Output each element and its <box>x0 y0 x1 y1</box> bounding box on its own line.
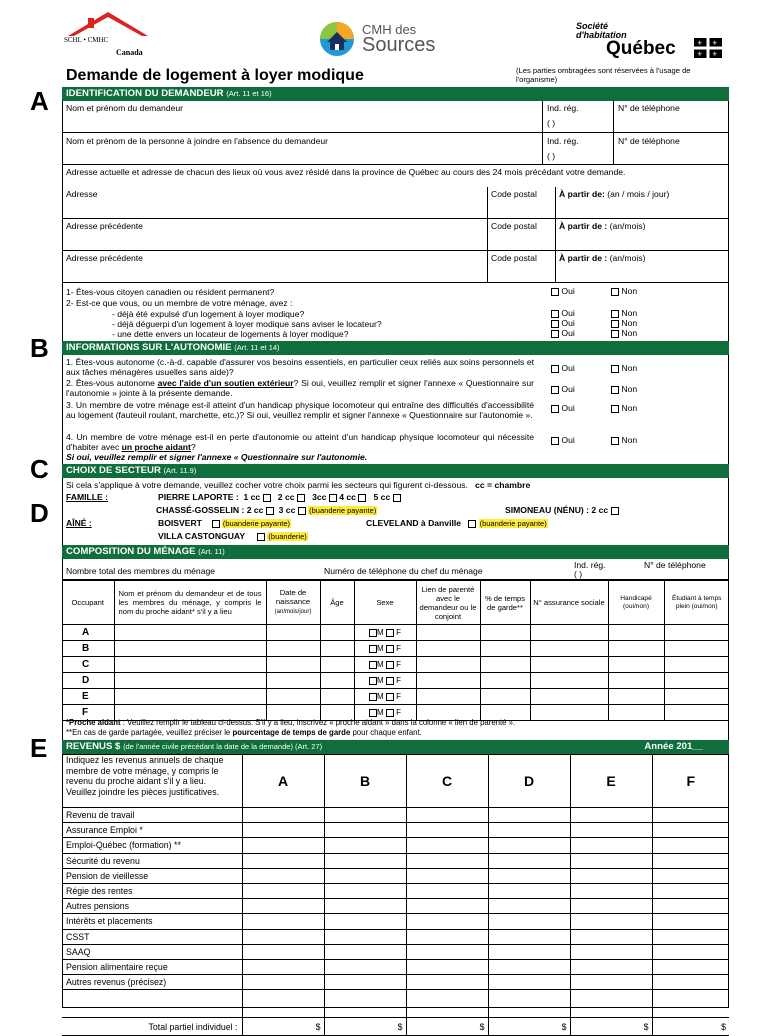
table-row[interactable] <box>62 853 729 868</box>
custody-note-text: **En cas de garde partagée, veuillez préciser le <box>66 728 233 737</box>
table-row[interactable] <box>62 883 729 898</box>
female-checkbox[interactable] <box>386 677 394 685</box>
no-label: Non <box>621 328 638 338</box>
autonomy-item-2 <box>66 378 534 398</box>
checkbox[interactable] <box>551 386 559 394</box>
demandeur-name-field[interactable] <box>62 101 542 133</box>
yes-label: Oui <box>561 384 575 394</box>
autonomy-4-yes[interactable] <box>551 435 575 445</box>
table-row[interactable] <box>62 808 729 823</box>
phone-label: N° de téléphone <box>618 103 680 113</box>
total-b[interactable]: $ <box>324 1018 406 1036</box>
checkbox-simoneau[interactable] <box>611 507 619 515</box>
income-row-label: Pension de vieillesse <box>62 868 242 883</box>
option-2cc: 2 cc <box>277 492 295 502</box>
section-b-title: INFORMATIONS SUR L'AUTONOMIE <box>66 342 232 353</box>
checkbox[interactable] <box>611 437 619 445</box>
occupant-f: F <box>62 705 114 721</box>
checkbox-3cc[interactable] <box>329 494 337 502</box>
female-checkbox[interactable] <box>386 709 394 717</box>
male-checkbox[interactable] <box>369 677 377 685</box>
pierre-laporte-label: PIERRE LAPORTE : <box>158 492 239 502</box>
left-yes[interactable] <box>551 318 575 328</box>
demandeur-name-label: Nom et prénom du demandeur <box>66 103 184 113</box>
birth-label: Date de naissance <box>275 588 311 606</box>
svg-text:⚜: ⚜ <box>697 41 703 47</box>
checkbox-cleveland[interactable] <box>468 520 476 528</box>
shaded-note: (Les parties ombragées sont réservées à l'usage de l'organisme) <box>516 66 691 84</box>
section-d-header <box>62 545 729 559</box>
form-title: Demande de logement à loyer modique <box>66 67 364 84</box>
phone-label-2: N° de téléphone <box>618 136 680 146</box>
table-row[interactable] <box>62 641 729 657</box>
col-sex: Sexe <box>354 581 416 625</box>
quebec-flag-icon <box>694 38 722 58</box>
occupant-b: B <box>62 641 114 657</box>
shq-line1: Société <box>576 21 609 31</box>
address-row-previous-1[interactable] <box>62 219 729 251</box>
table-row[interactable] <box>62 673 729 689</box>
house-roof-icon <box>62 8 154 38</box>
from-date-label-3: À partir de : <box>559 253 608 263</box>
female-label: F <box>396 660 402 669</box>
autonomy-2-no[interactable] <box>611 384 637 394</box>
checkbox[interactable] <box>611 320 619 328</box>
item-2-text: 2. Êtes-vous autonome <box>66 378 158 388</box>
no-label: Non <box>621 308 638 318</box>
male-label: M <box>376 660 384 669</box>
section-e-title: REVENUS $ <box>66 741 121 752</box>
income-row-label: Emploi-Québec (formation) ** <box>62 838 242 853</box>
autonomy-2-yes[interactable] <box>551 384 575 394</box>
female-checkbox[interactable] <box>386 693 394 701</box>
option-cg-3cc: 3 cc <box>278 505 296 515</box>
male-checkbox[interactable] <box>369 661 377 669</box>
left-no[interactable] <box>611 318 637 328</box>
no-label: Non <box>621 435 638 445</box>
income-row-label: Pension alimentaire reçue <box>62 959 242 974</box>
checkbox-4cc[interactable] <box>358 494 366 502</box>
ind-reg-paren: ( ) <box>547 118 556 128</box>
col-age: Âge <box>320 581 354 625</box>
no-label: Non <box>621 363 638 373</box>
cleveland-label: CLEVELAND à Danville <box>366 518 462 528</box>
section-letter-b: B <box>30 333 49 363</box>
checkbox-cg-2cc[interactable] <box>266 507 274 515</box>
col-relation: Lien de parenté avec le demandeur ou le conjoint <box>416 581 480 625</box>
table-row[interactable] <box>62 625 729 641</box>
autonomy-4-no[interactable] <box>611 435 637 445</box>
checkbox[interactable] <box>551 288 559 296</box>
option-4cc: 4 cc <box>339 492 356 502</box>
head-phone-label: Numéro de téléphone du chef du ménage <box>324 566 483 576</box>
sector-intro <box>66 480 530 490</box>
col-birth <box>266 581 320 625</box>
male-checkbox[interactable] <box>369 709 377 717</box>
cleveland-row <box>366 518 548 528</box>
checkbox[interactable] <box>611 405 619 413</box>
chasse-gosselin-label: CHASSÉ-GOSSELIN : 2 cc <box>156 505 264 515</box>
male-label: M <box>376 692 384 701</box>
occupant-a: A <box>62 625 114 641</box>
postal-code-label-3: Code postal <box>491 253 537 263</box>
total-label: Total partiel individuel : <box>62 1018 242 1036</box>
custody-note-end: pour chaque enfant. <box>350 728 422 737</box>
schl-logo <box>62 8 154 62</box>
table-row[interactable] <box>62 657 729 673</box>
checkbox[interactable] <box>611 310 619 318</box>
total-f[interactable]: $ <box>652 1018 729 1036</box>
income-col-e: E <box>570 755 652 808</box>
from-date-format: (an / mois / jour) <box>607 189 670 199</box>
checkbox[interactable] <box>611 288 619 296</box>
male-checkbox[interactable] <box>369 693 377 701</box>
checkbox[interactable] <box>551 330 559 338</box>
postal-code-field-2[interactable] <box>487 219 555 251</box>
ind-reg-paren-3: ( ) <box>574 569 583 579</box>
from-date-format-2: (an/mois) <box>609 221 646 231</box>
sector-intro-text: Si cela s'applique à votre demande, veuillez cocher votre choix parmi les secteurs qui figurent ci-dessous. <box>66 480 468 490</box>
yes-label: Oui <box>561 403 575 413</box>
section-c-title: CHOIX DE SECTEUR <box>66 465 161 476</box>
contact-name-label: Nom et prénom de la personne à joindre en l'absence du demandeur <box>66 136 329 146</box>
option-3cc: 3cc <box>312 492 327 502</box>
col-sin: N° assurance sociale <box>530 581 608 625</box>
section-letter-e: E <box>30 733 48 763</box>
expelled-yes[interactable] <box>551 308 575 318</box>
question-left: - déjà déguerpi d'un logement à loyer modique sans aviser le locateur? <box>112 319 382 329</box>
checkbox[interactable] <box>611 386 619 394</box>
autonomy-item-4 <box>66 432 534 462</box>
item-4-emphasis: un proche aidant <box>121 442 191 452</box>
income-table <box>62 754 729 1036</box>
female-label: F <box>396 644 402 653</box>
checkbox-1cc[interactable] <box>263 494 271 502</box>
simoneau-label: SIMONEAU (NÉNU) : 2 cc <box>505 505 609 515</box>
caregiver-note-text: : Veuillez remplir le tableau ci-dessus. S'il y a lieu, inscrivez « proche aidant » dans la colonne « lien de parenté ». <box>120 718 516 727</box>
checkbox-boisvert[interactable] <box>212 520 220 528</box>
table-row[interactable] <box>62 689 729 705</box>
laundry-note: (buanderie payante) <box>309 506 377 515</box>
villa-row <box>158 531 308 541</box>
total-c[interactable]: $ <box>406 1018 488 1036</box>
table-row[interactable] <box>62 899 729 914</box>
male-label: M <box>376 628 384 637</box>
section-a-ref: (Art. 11 et 16) <box>226 89 272 98</box>
female-checkbox[interactable] <box>386 629 394 637</box>
col-occupant: Occupant <box>62 581 114 625</box>
caregiver-note <box>66 718 515 727</box>
postal-code-field-3[interactable] <box>487 251 555 283</box>
svg-text:⚜: ⚜ <box>712 52 718 58</box>
checkbox-5cc[interactable] <box>393 494 401 502</box>
income-row-label: Régie des rentes <box>62 883 242 898</box>
section-a-header <box>62 87 729 101</box>
shq-logo <box>576 22 726 62</box>
section-c-ref: (Art. 11.9) <box>163 466 197 475</box>
from-date-label: À partir de: <box>559 189 605 199</box>
section-e-header <box>62 740 729 754</box>
option-5cc: 5 cc <box>373 492 391 502</box>
from-date-format-3: (an/mois) <box>609 253 646 263</box>
section-c-header <box>62 464 729 478</box>
cmh-line1: CMH des <box>362 22 417 37</box>
item-2-rest: ? Si oui, veuillez remplir et signer l'annexe « Questionnaire sur l'autonomie » jointe à la présente demande. <box>66 378 534 398</box>
phone-field-2[interactable] <box>613 133 729 165</box>
ind-reg-field-2[interactable] <box>542 133 613 165</box>
col-name: Nom et prénom du demandeur et de tous les membres du ménage, y compris le nom du proche aidant* s'il y a lieu <box>114 581 266 625</box>
question-debt: - une dette envers un locateur de logements à loyer modique? <box>112 329 349 339</box>
section-d-ref: (Art. 11) <box>198 547 225 556</box>
ind-reg-label-2: Ind. rég. <box>547 136 579 146</box>
prev-address-label: Adresse précédente <box>66 221 143 231</box>
pierre-laporte-row <box>158 492 401 502</box>
yes-label: Oui <box>561 318 575 328</box>
from-date-label-2: À partir de : <box>559 221 608 231</box>
total-a[interactable]: $ <box>242 1018 324 1036</box>
cmh-house-icon <box>316 18 358 60</box>
famille-label: FAMILLE : <box>66 492 109 502</box>
boisvert-label: BOISVERT <box>158 518 202 528</box>
prev-address-label-2: Adresse précédente <box>66 253 143 263</box>
autonomy-3-yes[interactable] <box>551 403 575 413</box>
postal-code-label: Code postal <box>491 189 537 199</box>
male-label: M <box>376 708 384 717</box>
female-checkbox[interactable] <box>386 661 394 669</box>
section-e-ref: (de l'année civile précédant la date de la demande) (Art. 27) <box>123 742 323 751</box>
household-count-label[interactable]: Nombre total des membres du ménage <box>66 566 216 576</box>
checkbox[interactable] <box>551 405 559 413</box>
custody-note-bold: pourcentage de temps de garde <box>232 728 351 737</box>
no-label: Non <box>621 403 638 413</box>
debt-yes[interactable] <box>551 328 575 338</box>
laundry-note-4: (buanderie) <box>268 532 307 541</box>
male-checkbox[interactable] <box>369 645 377 653</box>
cmh-logo <box>316 18 466 62</box>
section-b-ref: (Art. 11 et 14) <box>234 343 280 352</box>
checkbox[interactable] <box>551 437 559 445</box>
occupant-d: D <box>62 673 114 689</box>
income-row-label: Sécurité du revenu <box>62 853 242 868</box>
birth-format: (an/mois/jour) <box>274 609 312 615</box>
yes-label: Oui <box>561 328 575 338</box>
section-b-header <box>62 341 729 355</box>
household-header-row <box>62 559 729 580</box>
male-label: M <box>376 676 384 685</box>
table-row[interactable] <box>62 868 729 883</box>
table-row[interactable] <box>62 959 729 974</box>
no-label: Non <box>621 286 638 296</box>
year-label: Année 201__ <box>644 741 703 752</box>
schl-text: SCHL • CMHC <box>64 36 109 44</box>
postal-code-label-2: Code postal <box>491 221 537 231</box>
address-row-current[interactable] <box>62 187 729 219</box>
income-row-label: SAAQ <box>62 944 242 959</box>
caregiver-note-bold: *Proche aidant <box>66 718 121 727</box>
ind-reg-label: Ind. rég. <box>547 103 579 113</box>
question-expelled: - déjà été expulsé d'un logement à loyer modique? <box>112 309 305 319</box>
income-col-c: C <box>406 755 488 808</box>
canada-wordmark: Canada <box>116 48 143 57</box>
income-header-row <box>62 755 729 808</box>
autonomy-item-3: 3. Un membre de votre ménage est-il atteint d'un handicap physique locomoteur qui entraîne des difficultés d'accessibilité au logement (fauteuil roulant, marchette, etc.)? Si oui, veuillez remplir et signer l'annexe « Questionnaire sur l'autonomie ». <box>66 400 534 420</box>
no-label: Non <box>621 384 638 394</box>
autonomy-item-1: 1. Êtes-vous autonome (c.-à-d. capable d'assurer vos besoins essentiels, en particulier ceux reliés aux soins personnels et aux tâches ménagères usuelles sans aide)? <box>66 357 534 377</box>
household-table <box>62 580 729 721</box>
yes-label: Oui <box>561 435 575 445</box>
item-2-emphasis: avec l'aide d'un soutien extérieur <box>157 378 294 388</box>
income-col-f: F <box>652 755 729 808</box>
male-checkbox[interactable] <box>369 629 377 637</box>
simoneau-row <box>505 505 619 515</box>
income-row-label: CSST <box>62 929 242 944</box>
female-label: F <box>396 708 402 717</box>
female-label: F <box>396 676 402 685</box>
aine-label: AÎNÉ : <box>66 518 92 528</box>
section-d-title: COMPOSITION DU MÉNAGE <box>66 546 196 557</box>
table-row[interactable] <box>62 914 729 929</box>
checkbox[interactable] <box>611 365 619 373</box>
income-col-b: B <box>324 755 406 808</box>
female-label: F <box>396 692 402 701</box>
col-student: Étudiant à temps plein (oui/non) <box>664 581 729 625</box>
autonomy-1-no[interactable] <box>611 363 637 373</box>
ind-reg-label-3: Ind. rég. <box>574 560 606 570</box>
income-row-label: Intérêts et placements <box>62 914 242 929</box>
citizen-yes[interactable] <box>551 286 575 296</box>
ind-reg-field[interactable] <box>542 101 613 133</box>
citizen-no[interactable] <box>611 286 637 296</box>
table-row[interactable] <box>62 929 729 944</box>
table-row <box>62 990 729 1018</box>
address-row-previous-2[interactable] <box>62 251 729 283</box>
cmh-line2: Sources <box>362 34 436 56</box>
svg-text:⚜: ⚜ <box>697 52 703 58</box>
col-custody: % de temps de garde** <box>480 581 530 625</box>
laundry-note-3: (buanderie payante) <box>479 519 547 528</box>
from-date-field-3[interactable] <box>555 251 729 283</box>
income-col-a: A <box>242 755 324 808</box>
income-intro: Indiquez les revenus annuels de chaque membre de votre ménage, y compris le revenu du proche aidant s'il y a lieu. Veuillez joindre les pièces justificatives. <box>62 755 242 808</box>
male-label: M <box>376 644 384 653</box>
autonomy-1-yes[interactable] <box>551 363 575 373</box>
occupant-c: C <box>62 657 114 673</box>
income-col-d: D <box>488 755 570 808</box>
option-1cc: 1 cc <box>243 492 261 502</box>
checkbox-2cc[interactable] <box>297 494 305 502</box>
boisvert-row <box>158 518 291 528</box>
female-checkbox[interactable] <box>386 645 394 653</box>
total-d[interactable]: $ <box>488 1018 570 1036</box>
checkbox[interactable] <box>611 330 619 338</box>
question-citizen: 1- Êtes-vous citoyen canadien ou résident permanent? <box>66 287 275 297</box>
address-label: Adresse <box>66 189 98 199</box>
household-columns <box>62 581 729 625</box>
yes-label: Oui <box>561 308 575 318</box>
contact-name-field[interactable] <box>62 133 542 165</box>
checkbox-cg-3cc[interactable] <box>298 507 306 515</box>
laundry-note-2: (buanderie payante) <box>222 519 291 528</box>
income-row-label: Autres pensions <box>62 899 242 914</box>
total-row[interactable] <box>62 1018 729 1036</box>
item-4-instruction: Si oui, veuillez remplir et signer l'annexe « Questionnaire sur l'autonomie. <box>66 452 368 462</box>
no-label: Non <box>621 318 638 328</box>
table-row[interactable] <box>62 944 729 959</box>
custody-note <box>66 728 422 737</box>
chasse-gosselin-row <box>156 505 377 515</box>
col-handicap: Handicapé (oui/non) <box>608 581 664 625</box>
autonomy-3-no[interactable] <box>611 403 637 413</box>
table-row[interactable] <box>62 838 729 853</box>
income-row-label: Assurance Emploi * <box>62 823 242 838</box>
yes-label: Oui <box>561 363 575 373</box>
income-row-label: Revenu de travail <box>62 808 242 823</box>
postal-code-field[interactable] <box>487 187 555 219</box>
phone-field[interactable] <box>613 101 729 133</box>
question-household: 2- Est-ce que vous, ou un membre de votre ménage, avez : <box>66 298 293 308</box>
occupant-e: E <box>62 689 114 705</box>
section-letter-c: C <box>30 454 49 484</box>
cc-legend: cc = chambre <box>475 480 531 490</box>
from-date-field[interactable] <box>555 187 729 219</box>
table-row[interactable] <box>62 823 729 838</box>
address-intro: Adresse actuelle et adresse de chacun des lieux où vous avez résidé dans la province de Québec au cours des 24 mois précédant votre demande. <box>66 167 626 177</box>
expelled-no[interactable] <box>611 308 637 318</box>
debt-no[interactable] <box>611 328 637 338</box>
item-4-q: ? <box>190 442 196 452</box>
phone-label-3: N° de téléphone <box>644 560 706 570</box>
section-letter-d: D <box>30 498 49 528</box>
villa-label: VILLA CASTONGUAY <box>158 531 246 541</box>
total-e[interactable]: $ <box>570 1018 652 1036</box>
yes-label: Oui <box>561 286 575 296</box>
section-letter-a: A <box>30 86 49 116</box>
quebec-wordmark: Québec <box>606 38 676 59</box>
table-row[interactable] <box>62 975 729 990</box>
ind-reg-paren-2: ( ) <box>547 151 556 161</box>
shq-line2: d'habitation <box>576 30 627 40</box>
female-label: F <box>396 628 402 637</box>
svg-text:⚜: ⚜ <box>712 41 718 47</box>
income-row-label: Autres revenus (précisez) <box>62 975 242 990</box>
item-4-text: 4. Un membre de votre ménage est-il en perte d'autonomie ou atteint d'un handicap physique locomoteur qui nécessite d'habiter avec <box>66 432 534 452</box>
checkbox[interactable] <box>551 320 559 328</box>
section-a-title: IDENTIFICATION DU DEMANDEUR <box>66 88 224 99</box>
checkbox-villa[interactable] <box>257 533 265 541</box>
checkbox[interactable] <box>551 310 559 318</box>
from-date-field-2[interactable] <box>555 219 729 251</box>
checkbox[interactable] <box>551 365 559 373</box>
